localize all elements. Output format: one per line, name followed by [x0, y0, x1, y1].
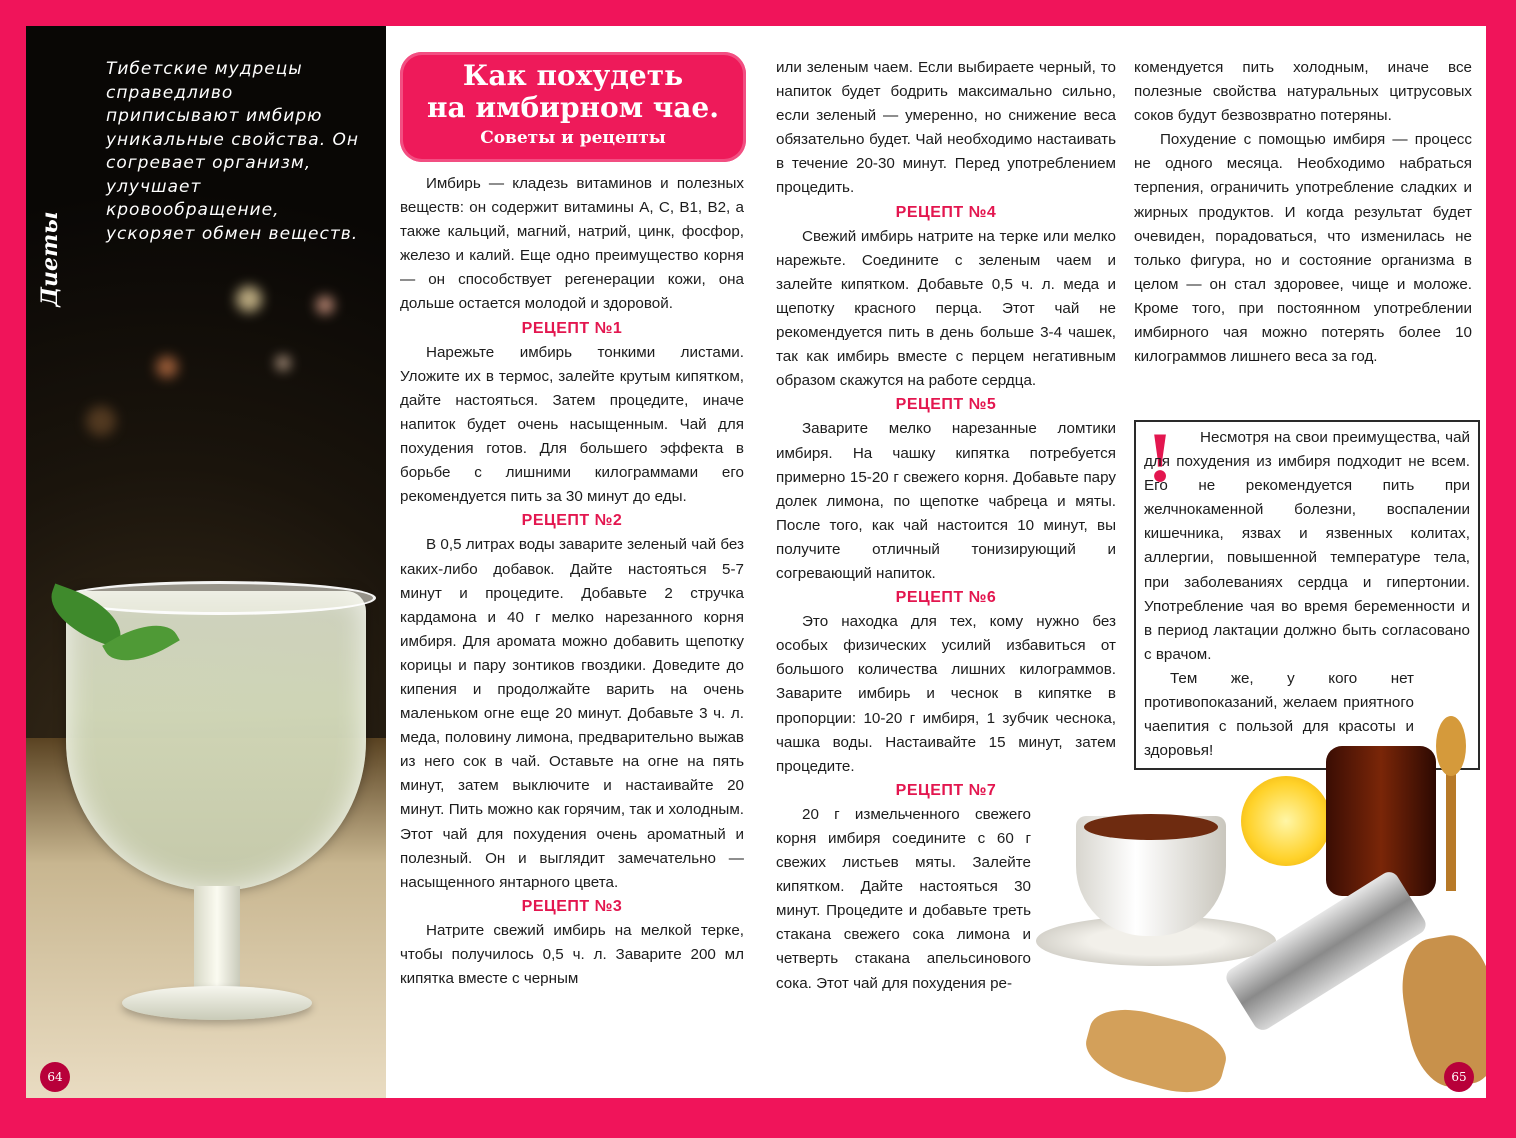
recipe-3-heading: РЕЦЕПТ №3 — [521, 897, 623, 915]
page-number-left: 64 — [40, 1062, 70, 1092]
section-tab — [30, 206, 70, 318]
section-tab-label: Диеты — [37, 211, 63, 307]
article-subtitle: Советы и рецепты — [480, 128, 666, 148]
recipe-4-heading: РЕЦЕПТ №4 — [895, 203, 997, 221]
recipe-1-text: Нарежьте имбирь тонкими листами. Уложите их в термос, залейте крутым кипятком, дайте настояться. Затем процедите, иначе напиток будет очень насыщенным. Чай для похудения готов. Для большего эффекта в борьбе с лишними килограммами его рекомендуется пить за 30 минут до еды. — [400, 343, 744, 506]
lemon-image — [1241, 776, 1331, 866]
recipe-4-text: Свежий имбирь натрите на терке или мелко нарежьте. Соедините с зеленым чаем и залейте кипятком. Добавьте 0,5 ч. л. меда и щепотку красного перца. Этот чай не рекомендуется пить в день больше 3-4 чашек, так как имбирь вместе с перцем негативным образом скажутся на работе сердца. — [776, 227, 1116, 390]
intro-quote: Тибетские мудрецы справедливо приписывают имбирю уникальные свойства. Он согревает организм, улучшает кровообращение, ускоряет обмен веществ. — [106, 59, 359, 244]
conclusion-paragraph: Похудение с помощью имбиря — процесс не одного месяца. Необходимо набраться терпения, ограничить употребление сладких и жирных продуктов. И когда результат будет очевиден, порадоваться, что изменилась не только фигура, но и состояние организма в целом — он стал здоровее, чище и моложе. Кроме того, при постоянном употреблении имбирного чая можно потерять более 10 килограммов лишнего веса за год. — [1134, 131, 1472, 366]
recipe-6-text: Это находка для тех, кому нужно без особых физических усилий избавиться от большого количества лишних килограммов. Заварите имбирь и чеснок в кипятке в пропорции: 10-20 г имбиря, 1 зубчик чеснока, чашка воды. Настаивайте 15 минут, затем процедите. — [776, 613, 1116, 775]
recipe-1-heading: РЕЦЕПТ №1 — [521, 319, 623, 337]
magazine-spread — [26, 26, 1486, 1098]
recipe-5-text: Заварите мелко нарезанные ломтики имбиря. На чашку кипятка потребуется примерно 15-20 г свежего корня. Добавьте пару долек лимона, по щепотке чабреца и мяты. После того, как чай настоится 10 минут, вы получите отличный тонизирующий и согревающий напиток. — [776, 420, 1116, 582]
closing-wish: Тем же, у кого нет противопоказаний, желаем приятного чаепития с пользой для красоты и здоровья! — [1144, 669, 1414, 760]
recipe-2-heading: РЕЦЕПТ №2 — [521, 512, 623, 530]
tea-glass-photo — [26, 26, 386, 1098]
recipe-3-text: Натрите свежий имбирь на мелкой терке, чтобы получилось 0,5 ч. л. Заварите 200 мл кипятка вместе с черным — [400, 921, 744, 988]
recipe-5-heading: РЕЦЕПТ №5 — [895, 396, 997, 414]
recipe-7-continued: комендуется пить холодным, иначе все полезные свойства натуральных цитрусовых соков будут безвозвратно потеряны. — [1134, 59, 1472, 125]
ginger-tea-photo — [1026, 686, 1486, 1098]
recipe-7-text: 20 г измельченного свежего корня имбиря соедините с 60 г свежих листьев мяты. Залейте кипятком. Дайте настояться 30 минут. Процедите и добавьте треть стакана свежего сока лимона и четверть стакана апельсинового сока. Этот чай для похудения ре- — [776, 805, 1031, 992]
page-number-right: 65 — [1444, 1062, 1474, 1092]
warning-text: Несмотря на свои преимущества, чай для похудения из имбиря подходит не всем. Его не рекомендуется пить при желчнокаменной болезни, воспалении кишечника, язвах и язвенных колитах, аллергии, повышенной температуре тела, при заболеваниях сердца и гипертонии. Употребление чая во время беременности и в период лактации должно быть согласовано с врачом. — [1144, 429, 1470, 663]
article-title-box — [400, 52, 746, 162]
recipe-6-heading: РЕЦЕПТ №6 — [895, 589, 997, 607]
exclamation-icon: ! — [1146, 422, 1175, 497]
recipe-2-text: В 0,5 литрах воды заварите зеленый чай без каких-либо добавок. Дайте настояться 5-7 минут и процедите. Добавьте 2 стручка кардамона и 40 г мелко нарезанного корня имбиря. Для аромата можно добавить щепотку корицы и пару зонтиков гвоздики. Доведите до кипения и продолжайте варить на очень маленьком огне еще 20 минут. Добавьте 3 ч. л. меда, половину лимона, предварительно выжав из него сок в чай. Оставьте на огне на пять минут, затем выключите и настаивайте 20 минут. Пить можно как горячим, так и холодным. Этот чай для похудения очень ароматный и полезный. Он и выглядит замечательно — насыщенного янтарного цвета. — [400, 536, 744, 891]
recipe-7-heading: РЕЦЕПТ №7 — [895, 781, 997, 799]
recipe-3-continued: или зеленым чаем. Если выбираете черный, то напиток будет бодрить максимально сильно, если зеленый — умеренно, но снижение веса обязательно будет. Чай необходимо настаивать в течение 20-30 минут. Перед употреблением процедить. — [776, 59, 1116, 197]
article-title: Как похудеть на имбирном чае. — [427, 59, 719, 124]
column-3 — [1134, 56, 1472, 369]
honey-jar-image — [1326, 746, 1436, 896]
column-1 — [400, 172, 744, 991]
intro-paragraph: Имбирь — кладезь витаминов и полезных веществ: он содержит витамины A, C, B1, B2, а также кальций, магний, натрий, цинк, фосфор, железо и калий. Еще одно преимущество корня — он способствует регенерации кожи, она дольше остается молодой и здоровой. — [400, 175, 744, 313]
